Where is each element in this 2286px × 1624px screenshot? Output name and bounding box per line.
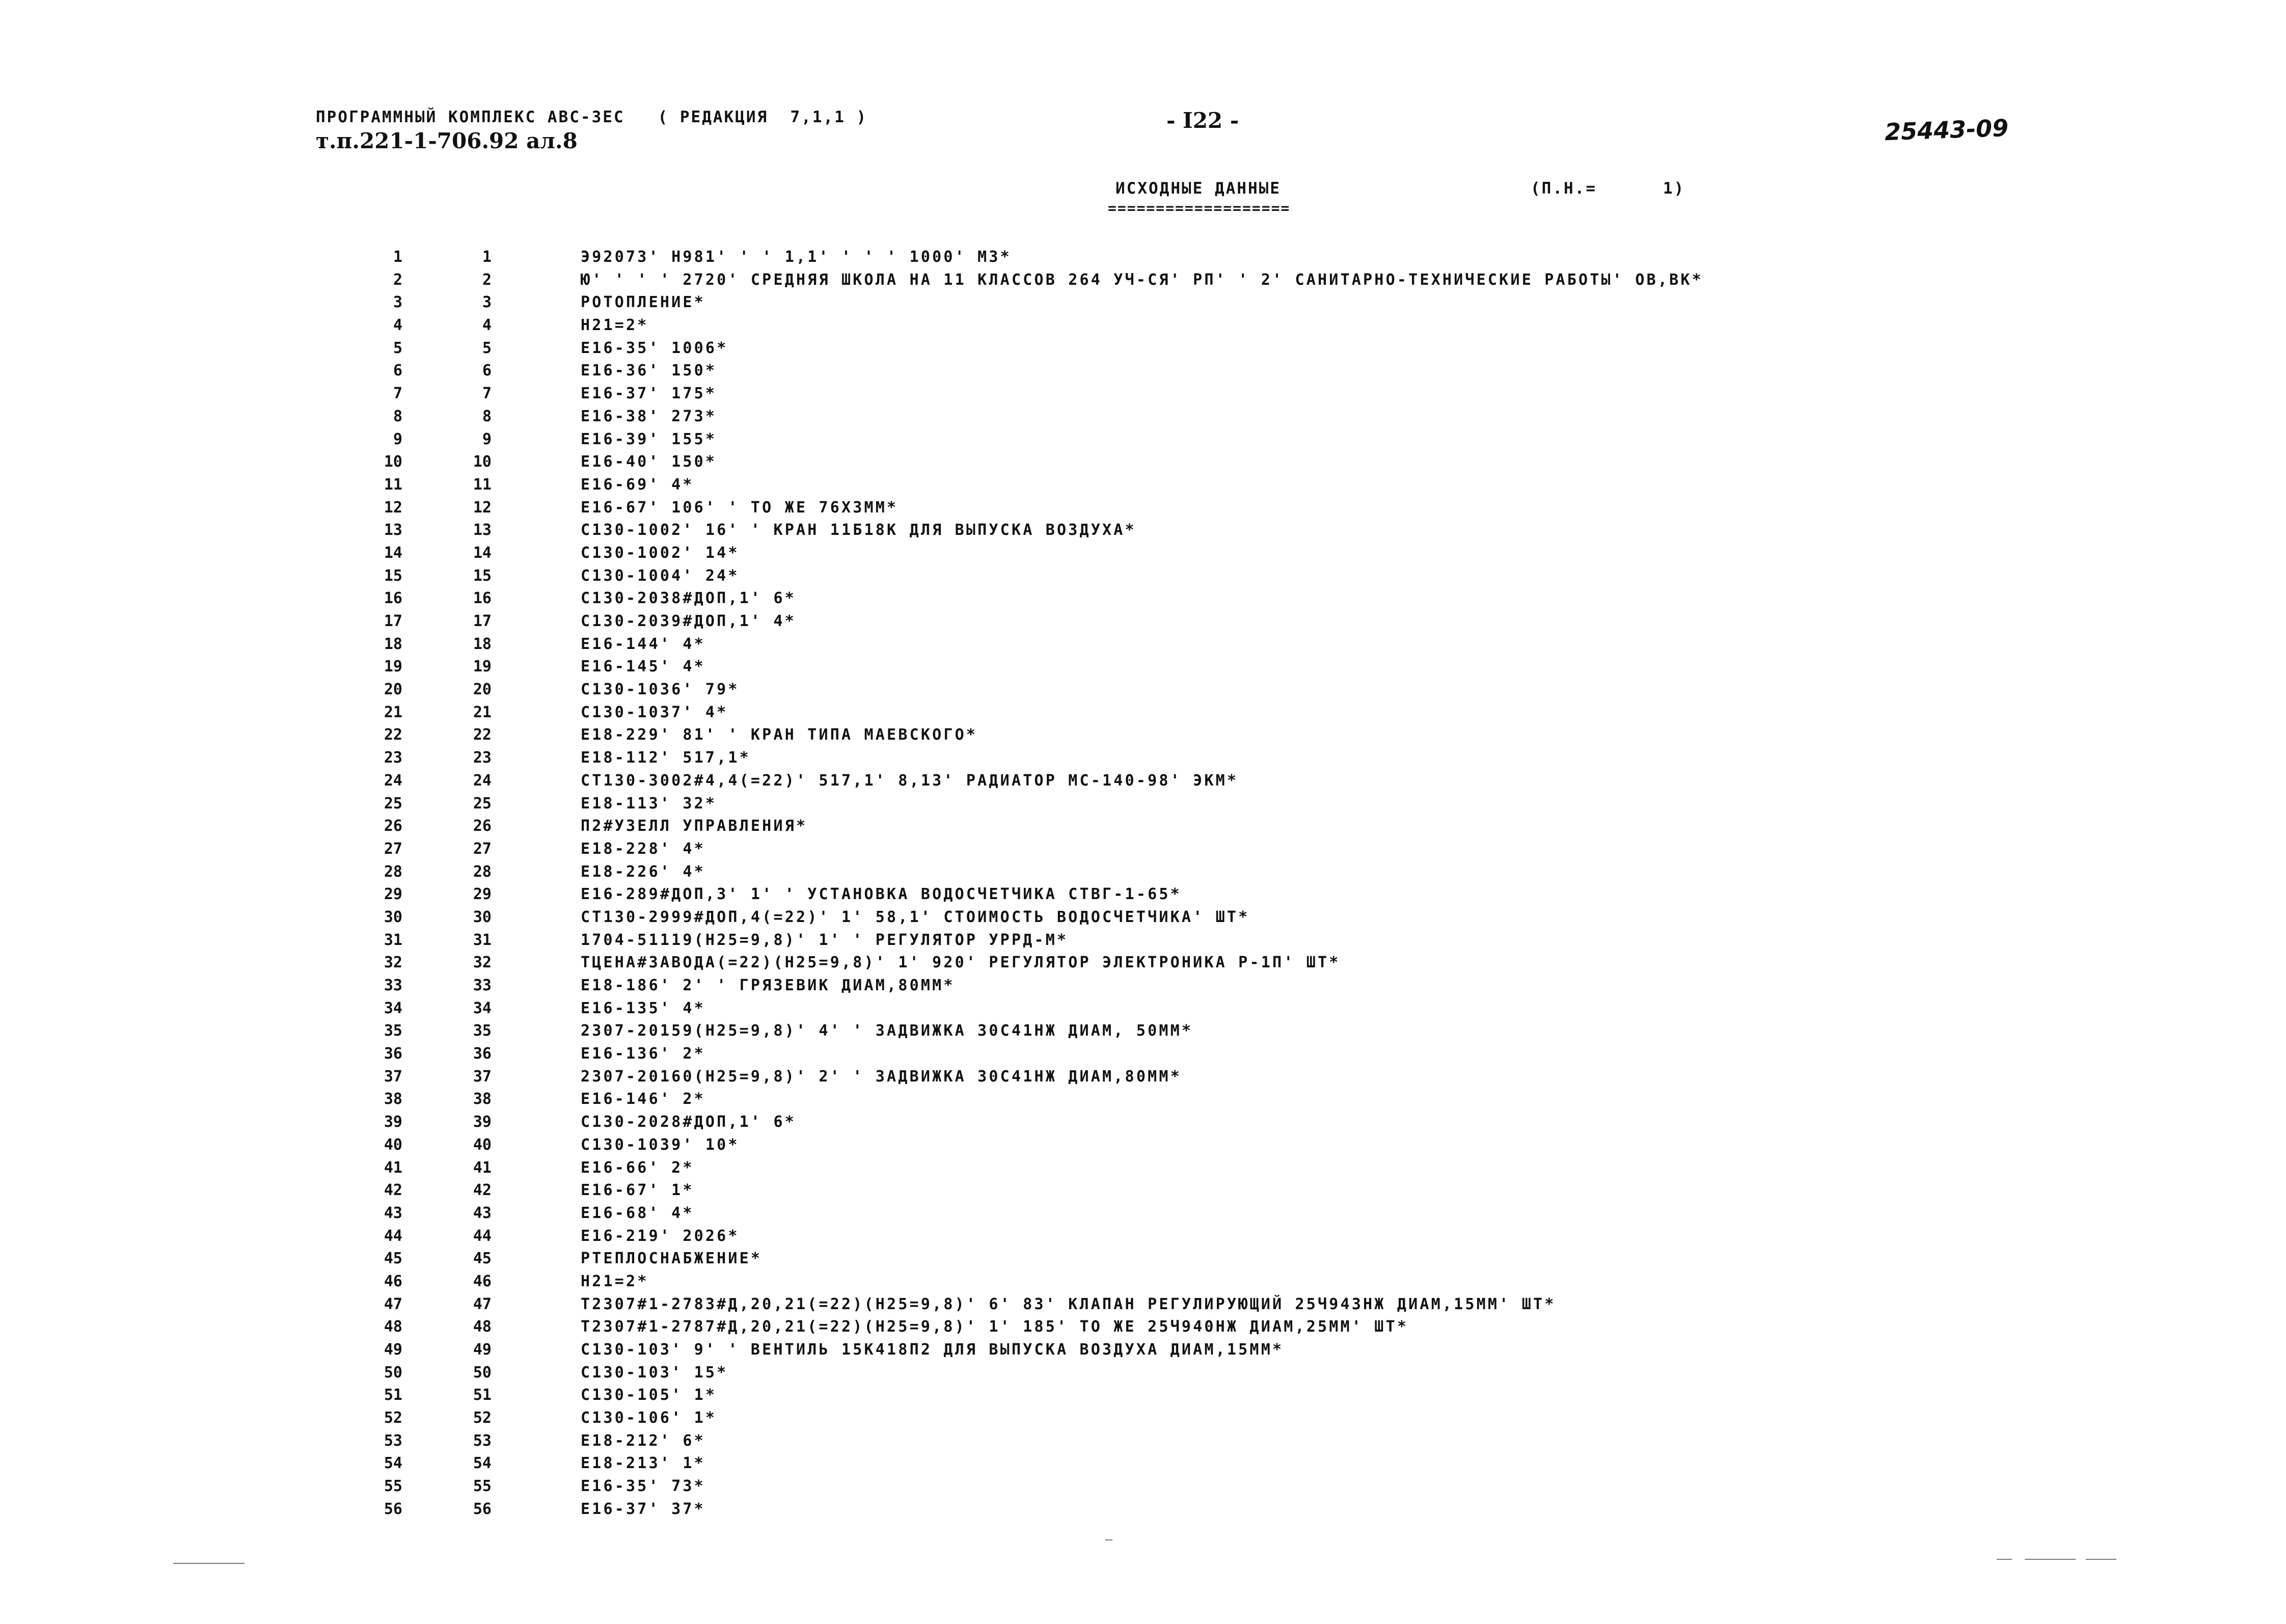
row-sequence-number: 25 (384, 794, 402, 813)
row-line-number: 6 (482, 362, 492, 380)
listing-row (0, 451, 2286, 474)
row-sequence-number: 2 (393, 270, 402, 289)
row-record-text: Е18-229' 81' ' КРАН ТИПА МАЕВСКОГО* (581, 726, 978, 744)
row-line-number: 40 (473, 1135, 492, 1154)
row-sequence-number: 49 (384, 1341, 402, 1359)
row-line-number: 7 (482, 385, 492, 403)
listing-row (0, 1452, 2286, 1475)
archive-stamp: 25443-09 (1884, 114, 2009, 146)
listing-row (0, 1316, 2286, 1339)
row-sequence-number: 19 (384, 658, 402, 676)
row-line-number: 37 (473, 1067, 492, 1086)
row-record-text: СТ130-2999#ДОП,4(=22)' 1' 58,1' СТОИМОСТЬ ВОДОСЧЕТЧИКА' ШТ* (581, 908, 1250, 926)
listing-row (0, 1339, 2286, 1362)
listing-row (0, 1270, 2286, 1293)
row-line-number: 17 (473, 612, 492, 630)
row-record-text: Е18-113' 32* (581, 794, 717, 813)
listing-row (0, 747, 2286, 770)
listing-row (0, 701, 2286, 724)
row-sequence-number: 14 (384, 544, 402, 562)
row-record-text: С130-1004' 24* (581, 566, 740, 585)
row-line-number: 24 (473, 771, 492, 790)
row-line-number: 52 (473, 1409, 492, 1427)
row-line-number: 36 (473, 1045, 492, 1063)
row-line-number: 11 (473, 475, 492, 494)
row-record-text: 2307-20159(Н25=9,8)' 4' ' ЗАДВИЖКА 30С41НЖ ДИАМ, 50ММ* (581, 1022, 1193, 1040)
row-record-text: Е16-35' 1006* (581, 339, 728, 357)
row-record-text: Э92073' Н981' ' ' 1,1' ' ' ' 1000' М3* (581, 248, 1012, 266)
row-line-number: 56 (473, 1500, 492, 1518)
row-sequence-number: 46 (384, 1272, 402, 1290)
row-line-number: 27 (473, 840, 492, 858)
row-line-number: 13 (473, 521, 492, 539)
listing-row (0, 1407, 2286, 1430)
row-sequence-number: 51 (384, 1386, 402, 1404)
listing-row (0, 246, 2286, 269)
row-sequence-number: 29 (384, 885, 402, 904)
row-record-text: СТ130-3002#4,4(=22)' 517,1' 8,13' РАДИАТОР МС-140-98' ЭКМ* (581, 771, 1239, 790)
row-line-number: 46 (473, 1272, 492, 1290)
row-record-text: Е16-38' 273* (581, 407, 717, 425)
row-sequence-number: 4 (393, 316, 402, 335)
row-line-number: 35 (473, 1022, 492, 1040)
listing-row (0, 1202, 2286, 1225)
row-line-number: 54 (473, 1454, 492, 1473)
listing-row (0, 883, 2286, 906)
row-line-number: 41 (473, 1158, 492, 1177)
row-sequence-number: 28 (384, 862, 402, 881)
row-line-number: 20 (473, 681, 492, 699)
row-sequence-number: 43 (384, 1204, 402, 1222)
row-sequence-number: 44 (384, 1227, 402, 1245)
row-record-text: Е16-135' 4* (581, 999, 705, 1017)
row-record-text: Е16-289#ДОП,3' 1' ' УСТАНОВКА ВОДОСЧЕТЧИКА СТВГ-1-65* (581, 885, 1182, 904)
listing-row (0, 1225, 2286, 1248)
row-line-number: 38 (473, 1090, 492, 1108)
row-record-text: Т2307#1-2787#Д,20,21(=22)(Н25=9,8)' 1' 185' ТО ЖЕ 25Ч940НЖ ДИАМ,25ММ' ШТ* (581, 1318, 1409, 1336)
listing-row (0, 1248, 2286, 1270)
listing-row (0, 314, 2286, 337)
row-sequence-number: 3 (393, 293, 402, 312)
row-sequence-number: 37 (384, 1067, 402, 1086)
row-record-text: С130-105' 1* (581, 1386, 717, 1404)
row-sequence-number: 50 (384, 1363, 402, 1382)
listing-row (0, 474, 2286, 497)
row-sequence-number: 38 (384, 1090, 402, 1108)
row-sequence-number: 1 (393, 248, 402, 266)
section-title: ИСХОДНЫЕ ДАННЫЕ (1115, 179, 1281, 198)
row-line-number: 15 (473, 566, 492, 585)
listing-row (0, 1020, 2286, 1043)
row-sequence-number: 42 (384, 1181, 402, 1200)
row-record-text: Е18-228' 4* (581, 840, 705, 858)
row-line-number: 26 (473, 817, 492, 835)
row-sequence-number: 6 (393, 362, 402, 380)
row-line-number: 32 (473, 954, 492, 972)
row-record-text: Е18-212' 6* (581, 1431, 705, 1450)
row-line-number: 22 (473, 726, 492, 744)
listing-row (0, 1293, 2286, 1316)
program-header: ПРОГРАММНЫЙ КОМПЛЕКС АВС-3ЕС ( РЕДАКЦИЯ 7,1,1 ) (316, 108, 868, 126)
row-record-text: Е16-37' 37* (581, 1500, 705, 1518)
listing-row (0, 1111, 2286, 1134)
listing-row (0, 770, 2286, 793)
row-line-number: 5 (482, 339, 492, 357)
row-record-text: ТЦЕНА#ЗАВОДА(=22)(Н25=9,8)' 1' 920' РЕГУЛЯТОР ЭЛЕКТРОНИКА Р-1П' ШТ* (581, 954, 1341, 972)
row-record-text: Е18-226' 4* (581, 862, 705, 881)
row-record-text: 1704-51119(Н25=9,8)' 1' ' РЕГУЛЯТОР УРРД-М* (581, 931, 1069, 949)
row-record-text: Е16-67' 106' ' ТО ЖЕ 76Х3ММ* (581, 498, 899, 517)
listing-row (0, 906, 2286, 929)
row-record-text: 2307-20160(Н25=9,8)' 2' ' ЗАДВИЖКА 30С41НЖ ДИАМ,80ММ* (581, 1067, 1182, 1086)
listing-row (0, 337, 2286, 360)
row-record-text: Е16-145' 4* (581, 658, 705, 676)
row-line-number: 29 (473, 885, 492, 904)
row-record-text: Е16-37' 175* (581, 385, 717, 403)
row-record-text: Е16-146' 2* (581, 1090, 705, 1108)
row-line-number: 3 (482, 293, 492, 312)
row-sequence-number: 55 (384, 1477, 402, 1496)
row-line-number: 23 (473, 749, 492, 767)
row-sequence-number: 12 (384, 498, 402, 517)
row-sequence-number: 35 (384, 1022, 402, 1040)
row-sequence-number: 9 (393, 430, 402, 448)
listing-row (0, 1157, 2286, 1180)
row-line-number: 19 (473, 658, 492, 676)
row-record-text: Е16-66' 2* (581, 1158, 694, 1177)
row-record-text: С130-2038#ДОП,1' 6* (581, 589, 796, 608)
row-line-number: 47 (473, 1295, 492, 1313)
listing-row (0, 975, 2286, 997)
row-sequence-number: 27 (384, 840, 402, 858)
row-sequence-number: 23 (384, 749, 402, 767)
scan-mark-right-3 (2086, 1559, 2116, 1560)
listing-row (0, 793, 2286, 816)
listing-row (0, 861, 2286, 884)
listing-row (0, 291, 2286, 314)
row-line-number: 44 (473, 1227, 492, 1245)
row-record-text: РОТОПЛЕНИЕ* (581, 293, 705, 312)
row-record-text: С130-1037' 4* (581, 703, 728, 721)
row-line-number: 8 (482, 407, 492, 425)
row-line-number: 30 (473, 908, 492, 926)
row-line-number: 4 (482, 316, 492, 335)
row-record-text: С130-103' 9' ' ВЕНТИЛЬ 15К418П2 ДЛЯ ВЫПУСКА ВОЗДУХА ДИАМ,15ММ* (581, 1341, 1284, 1359)
row-sequence-number: 47 (384, 1295, 402, 1313)
row-sequence-number: 22 (384, 726, 402, 744)
row-sequence-number: 34 (384, 999, 402, 1017)
row-record-text: Е16-39' 155* (581, 430, 717, 448)
row-sequence-number: 54 (384, 1454, 402, 1473)
row-record-text: Е16-35' 73* (581, 1477, 705, 1496)
row-line-number: 39 (473, 1113, 492, 1131)
row-record-text: Е16-36' 150* (581, 362, 717, 380)
row-sequence-number: 20 (384, 681, 402, 699)
listing-row (0, 815, 2286, 838)
scan-mark-right-2 (2025, 1559, 2076, 1560)
listing-row (0, 656, 2286, 679)
row-record-text: Н21=2* (581, 316, 649, 335)
listing-row (0, 1066, 2286, 1089)
listing-row (0, 929, 2286, 952)
row-line-number: 28 (473, 862, 492, 881)
row-sequence-number: 40 (384, 1135, 402, 1154)
listing-row (0, 633, 2286, 656)
document-code: т.п.221-1-706.92 ал.8 (316, 128, 578, 153)
row-record-text: Н21=2* (581, 1272, 649, 1290)
listing-row (0, 952, 2286, 975)
listing-row (0, 1088, 2286, 1111)
listing-row (0, 610, 2286, 633)
row-sequence-number: 31 (384, 931, 402, 949)
row-sequence-number: 41 (384, 1158, 402, 1177)
row-line-number: 53 (473, 1431, 492, 1450)
row-line-number: 45 (473, 1250, 492, 1268)
listing-row (0, 519, 2286, 542)
row-record-text: Е16-67' 1* (581, 1181, 694, 1200)
row-line-number: 34 (473, 999, 492, 1017)
scan-mark-left (173, 1563, 244, 1564)
row-record-text: Е16-68' 4* (581, 1204, 694, 1222)
listing-row (0, 679, 2286, 701)
listing-row (0, 1430, 2286, 1453)
row-line-number: 16 (473, 589, 492, 608)
row-line-number: 18 (473, 635, 492, 653)
row-line-number: 9 (482, 430, 492, 448)
row-sequence-number: 13 (384, 521, 402, 539)
row-line-number: 43 (473, 1204, 492, 1222)
row-line-number: 14 (473, 544, 492, 562)
row-sequence-number: 36 (384, 1045, 402, 1063)
row-line-number: 50 (473, 1363, 492, 1382)
row-sequence-number: 53 (384, 1431, 402, 1450)
row-line-number: 42 (473, 1181, 492, 1200)
row-record-text: Т2307#1-2783#Д,20,21(=22)(Н25=9,8)' 6' 83' КЛАПАН РЕГУЛИРУЮЩИЙ 25Ч943НЖ ДИАМ,15ММ' ШТ* (581, 1295, 1556, 1313)
row-sequence-number: 10 (384, 453, 402, 471)
data-listing (0, 246, 2286, 1521)
row-sequence-number: 26 (384, 817, 402, 835)
row-sequence-number: 16 (384, 589, 402, 608)
row-sequence-number: 24 (384, 771, 402, 790)
page-number: - I22 - (1166, 108, 1239, 133)
row-sequence-number: 30 (384, 908, 402, 926)
row-record-text: Е16-69' 4* (581, 475, 694, 494)
scan-mark-bottom (1105, 1539, 1112, 1540)
row-record-text: С130-103' 15* (581, 1363, 728, 1382)
listing-row (0, 1498, 2286, 1521)
row-record-text: РТЕПЛОСНАБЖЕНИЕ* (581, 1250, 763, 1268)
row-record-text: С130-2028#ДОП,1' 6* (581, 1113, 796, 1131)
row-sequence-number: 17 (384, 612, 402, 630)
listing-row (0, 428, 2286, 451)
listing-row (0, 360, 2286, 383)
row-sequence-number: 32 (384, 954, 402, 972)
listing-row (0, 542, 2286, 565)
row-record-text: С130-1002' 14* (581, 544, 740, 562)
listing-row (0, 724, 2286, 747)
row-record-text: Е18-186' 2' ' ГРЯЗЕВИК ДИАМ,80ММ* (581, 977, 955, 994)
row-record-text: С130-1002' 16' ' КРАН 11Б18К ДЛЯ ВЫПУСКА ВОЗДУХА* (581, 521, 1136, 539)
row-record-text: Е18-213' 1* (581, 1454, 705, 1473)
row-record-text: С130-1039' 10* (581, 1135, 740, 1154)
listing-row (0, 1179, 2286, 1202)
row-line-number: 2 (482, 270, 492, 289)
row-record-text: Е18-112' 517,1* (581, 749, 751, 767)
row-line-number: 48 (473, 1318, 492, 1336)
row-record-text: П2#УЗЕЛЛ УПРАВЛЕНИЯ* (581, 817, 808, 835)
listing-row (0, 997, 2286, 1020)
listing-row (0, 405, 2286, 428)
listing-row (0, 1362, 2286, 1385)
row-record-text: Е16-136' 2* (581, 1045, 705, 1063)
row-line-number: 25 (473, 794, 492, 813)
section-title-underline: =================== (1108, 200, 1291, 216)
row-sequence-number: 18 (384, 635, 402, 653)
row-record-text: С130-2039#ДОП,1' 4* (581, 612, 796, 630)
row-record-text: Е16-219' 2026* (581, 1227, 740, 1245)
row-record-text: С130-106' 1* (581, 1409, 717, 1427)
listing-row (0, 1134, 2286, 1157)
listing-row (0, 269, 2286, 292)
row-sequence-number: 15 (384, 566, 402, 585)
listing-row (0, 497, 2286, 520)
row-sequence-number: 45 (384, 1250, 402, 1268)
scan-mark-right-1 (1997, 1559, 2012, 1560)
listing-row (0, 565, 2286, 588)
row-line-number: 55 (473, 1477, 492, 1496)
row-line-number: 31 (473, 931, 492, 949)
row-sequence-number: 5 (393, 339, 402, 357)
row-line-number: 51 (473, 1386, 492, 1404)
row-record-text: С130-1036' 79* (581, 681, 740, 699)
listing-row (0, 1043, 2286, 1066)
listing-row (0, 587, 2286, 610)
row-sequence-number: 48 (384, 1318, 402, 1336)
row-sequence-number: 33 (384, 977, 402, 994)
row-sequence-number: 39 (384, 1113, 402, 1131)
row-sequence-number: 56 (384, 1500, 402, 1518)
listing-row (0, 383, 2286, 405)
listing-row (0, 838, 2286, 861)
row-sequence-number: 8 (393, 407, 402, 425)
page-reference: (П.Н.= 1) (1531, 179, 1685, 198)
row-line-number: 12 (473, 498, 492, 517)
row-line-number: 49 (473, 1341, 492, 1359)
row-record-text: Е16-144' 4* (581, 635, 705, 653)
row-line-number: 1 (482, 248, 492, 266)
listing-row (0, 1475, 2286, 1498)
row-sequence-number: 21 (384, 703, 402, 721)
row-record-text: Е16-40' 150* (581, 453, 717, 471)
row-record-text: Ю' ' ' ' 2720' СРЕДНЯЯ ШКОЛА НА 11 КЛАССОВ 264 УЧ-СЯ' РП' ' 2' САНИТАРНО-ТЕХНИЧЕСКИЕ РАБОТЫ' ОВ,ВК* (581, 270, 1703, 289)
row-sequence-number: 52 (384, 1409, 402, 1427)
row-sequence-number: 7 (393, 385, 402, 403)
row-line-number: 21 (473, 703, 492, 721)
row-line-number: 10 (473, 453, 492, 471)
row-line-number: 33 (473, 977, 492, 994)
row-sequence-number: 11 (384, 475, 402, 494)
listing-row (0, 1384, 2286, 1407)
